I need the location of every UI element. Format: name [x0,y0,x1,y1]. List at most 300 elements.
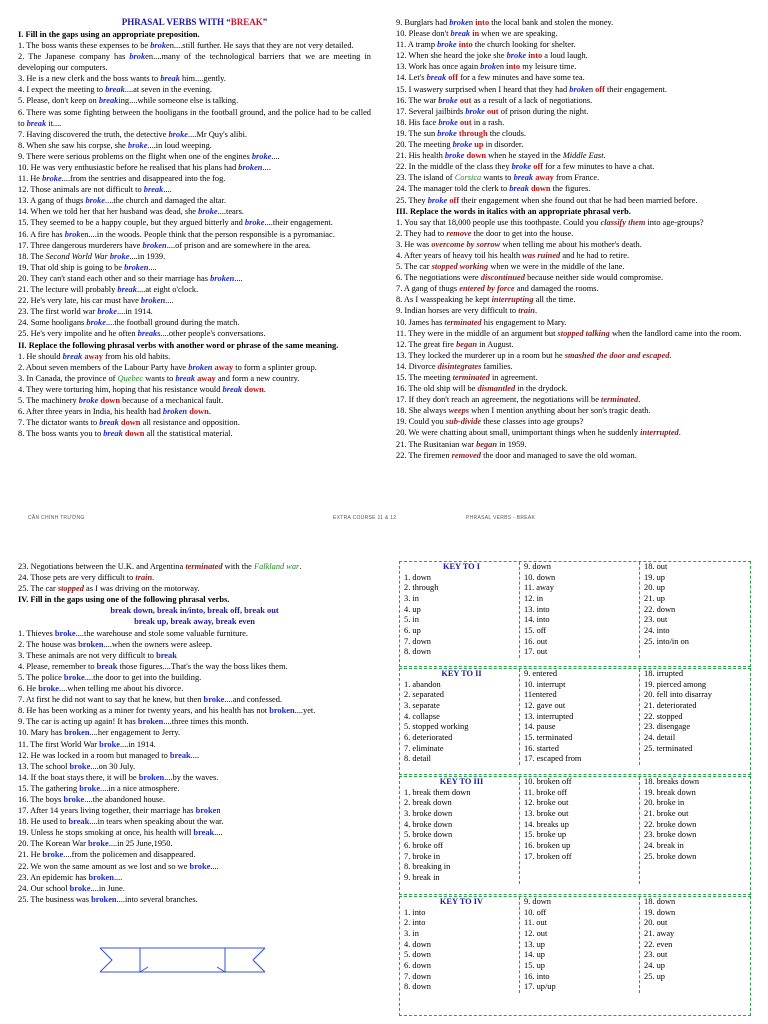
item-text: 6. He [18,684,39,694]
item-text: 5. The police [18,672,64,682]
exercise-item [18,240,371,251]
key-column [520,562,640,658]
item-text: 4. Please, remember to [18,661,97,671]
exercise-item [18,739,371,750]
section-4-items [18,628,371,905]
highlight-text: away [214,362,234,372]
highlight-text: broken [188,362,213,372]
item-text: 7. The dictator wants to [18,418,100,428]
highlight-text: stopped [57,584,84,594]
item-text: those figures....That's the way the boss likes them. [117,661,288,671]
key-answer: 9. break in [404,873,440,883]
highlight-text: broke [427,195,448,205]
item-text: 5. Please, don't keep on [18,96,99,106]
section-2-items-cont [396,17,750,206]
item-text: my leisure time. [520,62,577,72]
item-text: . [152,573,155,583]
item-text: .... [165,296,174,306]
highlight-text: break [105,85,125,95]
item-text: 23. Negotiations between the U.K. and Argentina [18,562,186,571]
highlight-text: interrupting [491,295,534,305]
key-answer: 17. up/up [524,982,556,992]
key-answer: 25. up [644,971,665,981]
item-text: n [588,84,596,94]
item-text: ....when the owners were asleep. [103,639,213,649]
highlight-text: into [475,18,490,27]
exercise-item [396,350,750,361]
highlight-text: train [135,573,153,583]
exercise-item [396,339,750,350]
highlight-text: smashed the door and escaped [564,350,670,360]
highlight-text: dismantled [477,384,516,394]
key-answer: 24. up [644,961,665,971]
highlight-text: broke [437,40,457,50]
highlight-text: broke [99,739,120,749]
exercise-item [18,727,371,738]
highlight-text: break [175,373,196,383]
highlight-text: began [476,439,498,449]
key-answer: 19. up [644,572,665,582]
key-column [640,562,748,658]
highlight-text: off [595,84,605,94]
key-column [640,897,748,993]
section-3-items [396,217,750,461]
item-text: .... [262,163,271,172]
highlight-text: broke [444,151,465,161]
highlight-text: broke [38,684,60,694]
exercise-item [18,284,371,295]
item-text: ....in loud weeping. [147,140,212,150]
item-text: 20. The Korean War [18,839,88,849]
item-text: 15. The meeting [396,373,453,382]
key-answer: 5. in [404,615,419,625]
item-text: the door to get into the house. [471,228,574,238]
item-text: and form a new country. [215,373,300,383]
key-column [400,777,520,884]
item-text: ....the door to get into the building. [84,672,202,682]
exercise-item [18,184,371,195]
item-text: and he had to retire. [560,250,630,260]
item-text: s....other people's conversations. [157,329,266,339]
exercise-item [18,229,371,240]
item-text: 6. There was some fighting between the hooligans in the football ground, and the police had to be called to [18,107,371,128]
exercise-item [18,107,371,129]
highlight-text: broke [438,117,458,127]
item-text: 16. A fire has [18,229,65,239]
exercise-item [18,661,371,672]
section-1-heading: I. Fill in the gaps using an appropriate preposition. [18,29,200,39]
item-text: 14. If the boat stays there, it will be [18,772,139,782]
key-answer: 22. even [644,939,673,949]
item-text: 14. Divorce [396,361,438,371]
highlight-text: disintegrates [437,361,482,371]
highlight-text: into [458,40,473,50]
item-text: 15. The gathering [18,783,80,793]
item-text: ....her engagement to Jerry. [89,728,181,738]
key-column [520,897,640,993]
item-text: 22. He's very late, his car must have [18,296,141,306]
item-text: of prison during the night. [498,106,589,116]
item-text: 17. If they don't reach an agreement, the negotiations will be [396,395,601,405]
key-answer: 9. down [524,562,551,571]
highlight-text: weeps [448,406,470,416]
exercise-item [396,84,750,95]
key-title: KEY TO IV [439,897,484,906]
exercise-item [396,17,750,28]
item-text: all the time. [533,295,576,305]
item-text: in the drydock. [515,384,568,394]
item-text: ....of prison and are somewhere in the area. [166,240,311,250]
key-answer: 19. break down [644,787,696,797]
key-answer: 8. down [404,982,431,992]
key-answer: 18. breaks down [644,777,700,786]
title-suffix: ” [262,17,268,27]
exercise-item [396,427,750,438]
key-answer: 23. disengage [644,722,691,732]
key-answer: 11. out [524,918,547,928]
item-text: 21. He [18,850,43,860]
item-text: these classes into age groups? [481,417,584,427]
highlight-text: break [160,74,180,84]
highlight-text: remove [446,228,472,238]
exercise-item [18,583,371,594]
highlight-text: broke [438,95,458,105]
highlight-text: broken [269,706,295,716]
exercise-item [18,151,371,162]
key-answer: 3. in [404,594,419,604]
highlight-text: overcome by sorrow [431,239,501,249]
exercise-item [396,250,750,261]
exercise-item [396,305,750,316]
item-text: ....in a nice atmosphere. [100,783,180,793]
highlight-text: break [426,73,447,83]
exercise-item [396,195,750,206]
key-answer: 6. deteriorated [404,733,453,743]
highlight-text: broke [449,18,469,27]
highlight-text: broke [569,84,589,94]
item-text: en....in the woods. People think that the person responsible is a pyromaniac. [80,229,335,239]
key-answer: 16. into [524,971,550,981]
answer-key-2 [399,668,751,775]
exercise-item [396,28,750,39]
item-text: ....Mr Quy's alibi. [188,129,247,139]
key-answer: 10. down [524,572,556,582]
exercise-item [396,272,750,283]
section-4-options-line2: break up, break away, break even [134,617,255,627]
item-text: 15. I waswery surprised when I heard that they had [396,84,570,94]
item-text: in a rash. [471,117,505,127]
key-answer: 19. pierced among [644,679,707,689]
item-text: 23. An epidemic has [18,872,89,882]
exercise-item [18,750,371,761]
item-text: 20. We were chatting about small, unimportant things when he suddenly [396,428,641,438]
exercise-item [396,328,750,339]
item-text: 19. That old ship is going to be [18,262,125,272]
highlight-text: brok [64,229,81,239]
left-column-top [18,17,371,439]
highlight-text: down [124,429,145,439]
exercise-item [18,683,371,694]
highlight-text: broken [162,407,188,417]
highlight-text: broke [189,861,211,871]
highlight-text: stopped talking [557,328,610,338]
highlight-text: broken [138,772,165,782]
highlight-text: break [193,828,215,838]
item-text: en [496,62,507,72]
item-text: . [263,384,266,394]
key-column [400,562,520,658]
item-text: in agreement. [489,373,538,382]
exercise-item [18,262,371,273]
item-text: ....from the sentries and disappeared into the fog. [61,174,226,184]
exercise-item [18,195,371,206]
item-text: ....from the policemen and disappeared. [63,850,196,860]
key-answer: 10. off [524,907,547,917]
highlight-text: broken [91,894,117,904]
highlight-text: broke [506,51,527,61]
highlight-text: broken [238,163,263,172]
item-text: 19. Could you [396,417,446,427]
item-text: .... [163,185,172,195]
item-text: 25. The business was [18,894,92,904]
exercise-item [18,672,371,683]
highlight-text: broken [142,240,167,250]
item-text: him....gently. [179,74,226,84]
item-text: because neither side would compromise. [524,273,664,283]
item-text: 10. Mary has [18,728,65,738]
key-answer: 21. deteriorated [644,701,697,711]
key-answer: 4. collapse [404,711,440,721]
answer-key-4 [399,896,751,1016]
item-text: en....still further. He says that they are not very detailed. [166,40,354,50]
item-text: 2. The house was [18,639,79,649]
item-text: ....in 25 June,1950. [108,839,173,849]
item-text: 7. At first he did not want to say that he knew, but then [18,695,204,705]
key-answer: 12. in [524,594,544,604]
item-text: ....three times this month. [163,717,249,727]
exercise-item [18,140,371,151]
exercise-item [18,40,371,51]
key-answer: 20. out [644,918,668,928]
item-text: 9. There were serious problems on the flight when one of the engines [18,151,252,161]
highlight-text: interrupted [640,428,679,438]
highlight-text: brok [150,40,167,50]
key-answer: 20. broke in [644,798,685,808]
highlight-text: away [535,173,554,183]
item-text: 11. He [18,174,43,184]
highlight-text: terminated [444,317,482,327]
item-text: ....in 1939. [129,251,166,261]
key-answer: 6. down [404,961,431,971]
item-text: because of a mechanical fault. [119,395,224,405]
key-answer: 15. broke up [524,830,567,840]
highlight-text: broke [63,672,85,682]
exercise-item [18,295,371,306]
highlight-text: broke [465,106,485,116]
highlight-text: broke [244,218,265,228]
item-text: when I mention anything about her son's tragic death. [469,406,651,416]
item-text: 17. Several jailbirds [396,106,466,116]
item-text: 17. Three dangerous murderers have [18,240,143,250]
item-text: 19. The sun [396,128,438,138]
key-answer: 24. detail [644,733,676,743]
key-answer: 7. down [404,971,431,981]
highlight-text: broke [86,318,106,328]
item-text: 13. They locked the murderer up in a room but he [396,350,565,360]
highlight-text: entered by force [459,284,515,294]
exercise-item [18,251,371,262]
item-text: ....when telling me about his divorce. [59,684,184,694]
item-text: when the landlord came into the room. [609,328,742,338]
exercise-item [396,72,750,83]
key-answer: 22. broke down [644,819,697,829]
exercise-item [18,572,371,583]
exercise-item [396,228,750,239]
item-text: 14. When we told her that her husband was dead, she [18,207,199,217]
key-answer: 1. down [404,572,431,582]
highlight-text: break [26,118,47,128]
highlight-text: broke [69,883,91,893]
exercise-item [396,317,750,328]
exercise-item [18,705,371,716]
highlight-text: broke [79,783,101,793]
key-answer: 17. out [524,647,548,657]
highlight-text: Falkland war [253,562,300,571]
item-text: in disorder. [483,140,524,150]
highlight-text: break [169,750,191,760]
item-text: 11. The first World War [18,739,100,749]
item-text: 22. We won the same amount as we lost and so we [18,861,190,871]
key-answer: 6. broke off [404,841,444,851]
key-answer: 7. down [404,636,431,646]
highlight-text: broke [251,151,272,161]
item-text: as I was driving on the motorway. [83,584,200,594]
item-text: .... [148,262,157,272]
highlight-text: broke [63,794,85,804]
key-column [640,777,748,884]
right-column-top [396,17,750,461]
key-answer: 1. abandon [404,679,441,689]
exercise-item [396,361,750,372]
item-text: . [669,350,672,360]
item-text: for a few minutes and have some tea. [458,73,585,83]
key-answer: 15. terminated [524,733,573,743]
highlight-text: broke [168,129,189,139]
item-text: 21. The Rusitanian war [396,439,477,449]
key-answer: 4. down [404,939,431,949]
key-answer: 14. pause [524,722,556,732]
key-column [400,897,520,993]
item-text: 3. He was [396,239,432,249]
exercise-item [18,827,371,838]
item-text: 12. When she heard the joke she [396,51,507,61]
item-text: ....at eight o'clock. [136,285,199,295]
exercise-item [18,51,371,73]
item-text: his engagement to Mary. [481,317,567,327]
highlight-text: break [222,384,243,394]
item-text: when we were in the middle of the lane. [488,262,625,272]
item-text: 6. After three years in India, his health had [18,407,163,417]
item-text: n [216,806,221,816]
ribbon-banner-decoration [100,945,265,975]
item-text: 23. The island of [396,173,455,183]
item-text: 11. They were in the middle of an argument but [396,328,558,338]
highlight-text: Middle East [562,151,604,161]
key-answer: 12. broke out [524,798,569,808]
highlight-text: broke [127,140,148,150]
item-text: ....the abandoned house. [84,794,165,804]
item-text: as a result of a lack of negotiations. [471,95,593,105]
item-text: 10. He was very enthusiastic before he realised that his plans had [18,163,239,172]
highlight-text: broke [109,251,130,261]
section-3-heading: III. Replace the words in italics with an appropriate phrasal verb. [396,206,631,216]
exercise-item [18,406,371,417]
exercise-item [396,139,750,150]
highlight-text: broke [195,806,217,816]
key-column [520,777,640,884]
item-text: to form a splinter group. [233,362,317,372]
key-answer: 18. down [644,897,676,906]
footer-author: CẦN CHÍNH TRƯỜNG [28,515,85,521]
highlight-text: broke [69,761,91,771]
key-answer: 21. broke out [644,809,689,819]
highlight-text: brok [480,62,497,72]
key-answer: 8. down [404,647,431,657]
key-title: KEY TO I [442,562,481,571]
highlight-text: out [459,117,472,127]
highlight-text: broke [437,128,457,138]
item-text: 3. He is a new clerk and the boss wants to [18,74,161,84]
key-answer: 6. up [404,626,421,636]
item-text: 8. He has been working as a miner for twenty years, and his health has not [18,706,270,716]
highlight-text: broke [42,850,64,860]
item-text: 4. After years of heavy toil his health [396,250,523,260]
item-text: 8. When she saw his corpse, she [18,140,128,150]
highlight-text: broke [97,307,117,317]
item-text: 25. He's very impolite and he often [18,329,138,339]
item-text: ....at seven in the evening. [124,85,212,95]
highlight-text: away [197,373,216,383]
highlight-text: broke [85,196,106,206]
exercise-item [18,306,371,317]
footer-course: EXTRA COURSE 11 & 12 [333,515,397,521]
exercise-item [396,261,750,272]
item-text: 3. In Canada, the province of [18,373,118,383]
highlight-text: broken [140,296,166,306]
key-answer: 24. break in [644,841,684,851]
highlight-text: break [96,661,118,671]
key-answer: 13. broke out [524,809,569,819]
exercise-item [396,95,750,106]
highlight-text: Corsica [454,173,482,183]
highlight-text: break [450,29,471,39]
item-text: ....tears. [217,207,244,217]
key-answer: 11entered [524,690,557,700]
item-text: 18. He used to [18,817,69,827]
title-prefix: PHRASAL VERBS WITH “ [121,17,231,27]
exercise-item [18,772,371,783]
key-answer: 23. out [644,950,668,960]
highlight-text: was ruined [522,250,561,260]
highlight-text: break [117,285,137,295]
item-text: ....in June. [90,883,125,893]
key-answer: 2. separated [404,690,444,700]
item-text: 16. The boys [18,794,64,804]
highlight-text: terminated [601,395,639,405]
item-text: their engagement when she found out that he had been married before. [459,195,698,205]
left-column-bottom [18,561,371,905]
key-answer: 23. broke down [644,830,697,840]
